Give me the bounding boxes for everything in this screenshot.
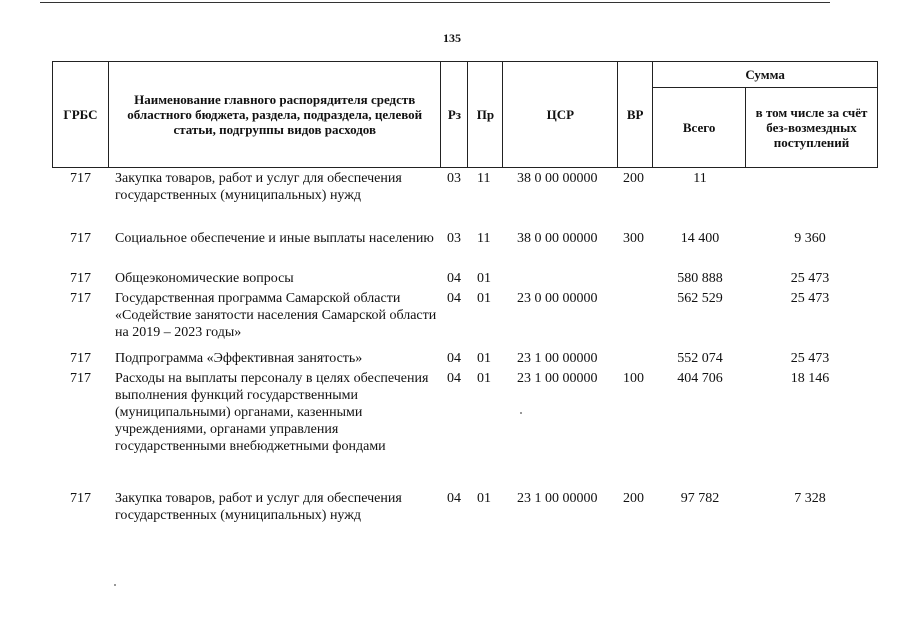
cell-grbs: 717 <box>70 231 91 246</box>
cell-csr: 23 0 00 00000 <box>517 291 598 306</box>
cell-total: 11 <box>693 171 707 186</box>
cell-pr: 01 <box>477 351 491 366</box>
scan-speck <box>520 412 522 414</box>
header-vr: ВР <box>618 62 653 168</box>
cell-csr: 23 1 00 00000 <box>517 371 598 386</box>
cell-name: Социальное обеспечение и иные выплаты населению <box>115 231 434 246</box>
header-free: в том числе за счёт без-возмездных поступлений <box>746 88 878 168</box>
cell-total: 404 706 <box>677 371 723 386</box>
header-name: Наименование главного распорядителя средств областного бюджета, раздела, подраздела, целевой статьи, подгруппы видов расходов <box>108 62 441 168</box>
cell-csr: 38 0 00 00000 <box>517 171 598 186</box>
cell-free: 18 146 <box>790 371 830 386</box>
cell-rz: 04 <box>447 351 461 366</box>
cell-total: 562 529 <box>677 291 723 306</box>
cell-total: 97 782 <box>680 491 720 506</box>
cell-grbs: 717 <box>70 171 91 186</box>
cell-name: Закупка товаров, работ и услуг для обеспечения государственных (муниципальных) нужд <box>115 491 402 523</box>
cell-csr: 23 1 00 00000 <box>517 491 598 506</box>
cell-total: 552 074 <box>677 351 723 366</box>
cell-rz: 04 <box>447 271 461 286</box>
cell-vr: 200 <box>623 171 644 186</box>
cell-pr: 11 <box>477 231 491 246</box>
cell-rz: 03 <box>447 171 461 186</box>
cell-pr: 01 <box>477 291 491 306</box>
scan-speck <box>114 584 116 586</box>
cell-grbs: 717 <box>70 491 91 506</box>
cell-csr: 38 0 00 00000 <box>517 231 598 246</box>
header-pr: Пр <box>468 62 503 168</box>
page-number: 135 <box>443 31 461 45</box>
cell-pr: 01 <box>477 371 491 386</box>
cell-rz: 04 <box>447 291 461 306</box>
header-total: Всего <box>653 88 746 168</box>
cell-total: 14 400 <box>680 231 720 246</box>
cell-total: 580 888 <box>677 271 723 286</box>
cell-rz: 03 <box>447 231 461 246</box>
cell-name: Закупка товаров, работ и услуг для обеспечения государственных (муниципальных) нужд <box>115 171 402 203</box>
cell-grbs: 717 <box>70 291 91 306</box>
top-rule <box>40 2 830 3</box>
header-grbs: ГРБС <box>53 62 109 168</box>
cell-pr: 01 <box>477 271 491 286</box>
cell-grbs: 717 <box>70 371 91 386</box>
cell-free: 7 328 <box>794 491 826 506</box>
cell-vr: 200 <box>623 491 644 506</box>
header-sum: Сумма <box>653 62 878 88</box>
cell-name: Подпрограмма «Эффективная занятость» <box>115 351 363 366</box>
cell-free: 25 473 <box>790 351 830 366</box>
cell-grbs: 717 <box>70 351 91 366</box>
cell-pr: 11 <box>477 171 491 186</box>
cell-vr: 100 <box>623 371 644 386</box>
table-header <box>52 61 878 168</box>
cell-name: Государственная программа Самарской области «Содействие занятости населения Самарской области на 2019 – 2023 годы» <box>115 291 437 340</box>
cell-free: 9 360 <box>794 231 826 246</box>
cell-free: 25 473 <box>790 271 830 286</box>
header-rz: Рз <box>441 62 468 168</box>
cell-name: Расходы на выплаты персоналу в целях обеспечения выполнения функций государственными (муниципальными) органами, казенными учреждениями, органами управления государственными внебюджетными фондами <box>115 371 429 454</box>
cell-rz: 04 <box>447 491 461 506</box>
cell-name: Общеэкономические вопросы <box>115 271 294 286</box>
cell-free: 25 473 <box>790 291 830 306</box>
cell-rz: 04 <box>447 371 461 386</box>
cell-grbs: 717 <box>70 271 91 286</box>
cell-pr: 01 <box>477 491 491 506</box>
cell-csr: 23 1 00 00000 <box>517 351 598 366</box>
cell-vr: 300 <box>623 231 644 246</box>
header-csr: ЦСР <box>503 62 618 168</box>
